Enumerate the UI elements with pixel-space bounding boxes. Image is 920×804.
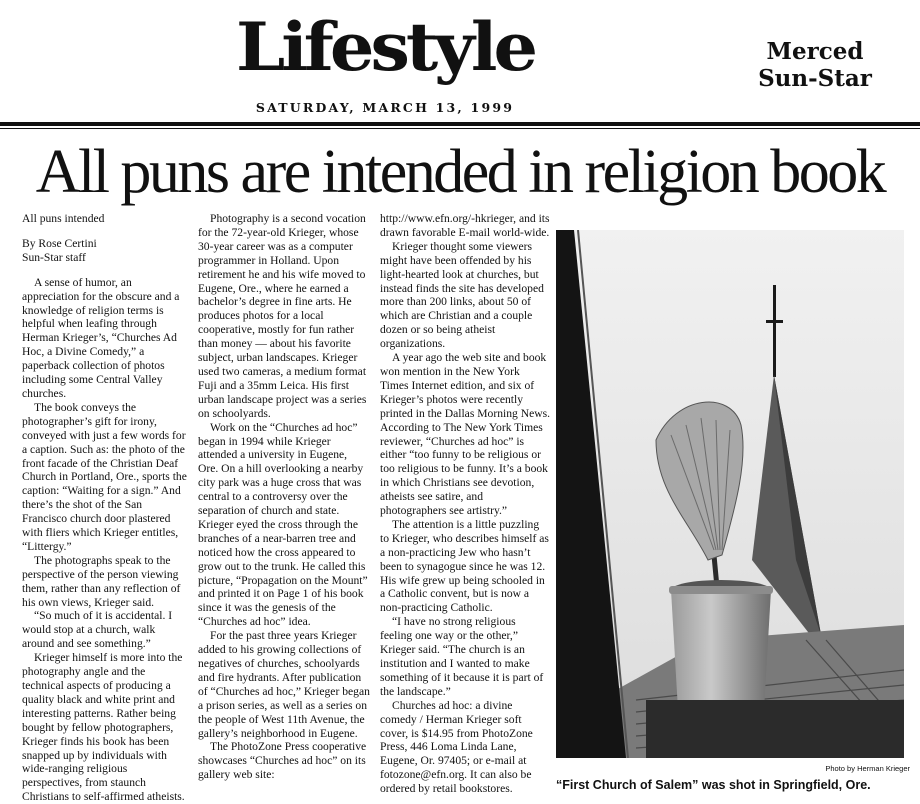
masthead-rule-thin (0, 128, 920, 129)
newspaper-name-line2: Sun-Star (758, 65, 872, 92)
article-paragraph: “I have no strong religious feeling one way or the other,” Krieger said. “The church is an institution and I wanted to make something of it because it is part of the landscape.” (380, 615, 544, 698)
article-paragraph: The photographs speak to the perspective of the person viewing them, rather than any reflection of his own views, Krieger said. (22, 553, 181, 609)
window-sill (646, 700, 904, 758)
article-paragraph: Krieger thought some viewers might have been offended by his light-hearted look at churches, but instead finds the site has developed more than 200 links, about 50 of which are Christian and a couple dozen or so being atheist organizations. (380, 239, 544, 351)
dateline: SATURDAY, MARCH 13, 1999 (255, 100, 515, 115)
article-paragraph: For the past three years Krieger added to his growing collections of negatives of churches, schoolyards and fire hydrants. After publication of “Churches ad hoc,” Krieger began a prison series, as well as a series on the people of West 11th Avenue, the gallery’s neighborhood in Eugene. (198, 629, 370, 740)
article-paragraph: Krieger himself is more into the photography angle and the technical aspects of producing a quality black and white print and interesting patterns. Rather being bought by fellow photographers, Krieger finds his book has been snapped up by individuals with wide-ranging religious perspectives, from staunch Christians to self-affirmed atheists. (22, 651, 185, 804)
article-paragraph: A year ago the web site and book won mention in the New York Times Internet edition, and six of Krieger’s photos were recently printed in the Dallas Morning News. According to The New York Times reviewer, “Churches ad hoc” is either “too funny to be religious or too religious to be funny. It’s a book in which Christians see devotion, atheists see satire, and photographers see artistry.” (380, 351, 551, 518)
photo-caption: “First Church of Salem” was shot in Springfield, Ore. (556, 778, 871, 792)
article-photo (556, 230, 904, 758)
article-paragraph: Churches ad hoc: a divine comedy / Herman Krieger soft cover, is $14.95 from PhotoZone Press, 446 Loma Linda Lane, Eugene, Or. 97405; or e-mail at fotozone@efn.org. It can also be ordered by retail bookstores. (380, 698, 533, 796)
article-column-1 (22, 212, 187, 804)
article-paragraph: Photography is a second vocation for the 72-year-old Krieger, whose 30-year career was as a computer programmer in Holland. Upon retirement he and his wife moved to Eugene, Ore., where he earned a bachelor’s degree in fine arts. He produces photos for a local cooperative, mostly for fun rather than money — about his favorite subject, urban landscapes. Krieger used two cameras, a medium format Fuji and a 35mm Leica. His first urban landscape project was a series on schoolyards. (198, 212, 367, 420)
newspaper-name-line1: Merced (766, 38, 864, 65)
byline-role: Sun-Star staff (22, 250, 86, 264)
article-paragraph: A sense of humor, an appreciation for the obscure and a knowledge of religion terms is helpful when leafing through Herman Krieger’s, “Churches Ad Hoc, a Divine Comedy,” a paperback collection of photos including some Central Valley churches. (22, 275, 180, 400)
byline-author: By Rose Certini (22, 236, 97, 250)
bucket (669, 580, 773, 710)
article-paragraph: The book conveys the photographer’s gift for irony, conveyed with just a few words for a caption. Such as: the photo of the front facade of the Christian Deaf Church in Portland, Ore., sports the caption: “Waiting for a sign.” And there’s the shot of the San Francisco church door plastered with fliers which Krieger entitles, “Littergy.” (22, 400, 187, 553)
church-photo-illustration (556, 230, 904, 758)
article-paragraph: The attention is a little puzzling to Krieger, who describes himself as a non-practicing Jew who hasn’t been to synagogue since he was 12. His wife grew up being schooled in a Catholic convent, but is now a non-practicing Catholic. (380, 517, 549, 615)
article-headline: All puns are intended in religion book (35, 138, 885, 206)
photo-credit: Photo by Herman Krieger (825, 764, 910, 773)
section-title: Lifestyle (235, 7, 534, 86)
newspaper-name (740, 38, 890, 92)
article-paragraph: The PhotoZone Press cooperative showcases “Churches ad hoc” on its gallery web site: (198, 740, 367, 782)
masthead-rule (0, 122, 920, 126)
article-column-3 (380, 212, 550, 796)
article-kicker: All puns intended (22, 212, 105, 225)
article-paragraph: “So much of it is accidental. I would stop at a church, walk around and see something.” (22, 609, 173, 651)
article-paragraph: http://www.efn.org/-hkrieger, and its drawn favorable E-mail world-wide. (380, 212, 550, 239)
article-paragraph: Work on the “Churches ad hoc” began in 1994 while Krieger attended a university in Eugene, Ore. On a hill overlooking a nearby city park was a huge cross that was central to a controversy over the separation of church and state. Krieger eyed the cross through the branches of a near-barren tree and noticed how the cross appeared to grow out to the trunk. He called this picture, “Propagation on the Mount” and printed it on Page 1 of his book since it was the genesis of the “Churches ad hoc” idea. (198, 420, 368, 629)
article-column-2 (198, 212, 370, 782)
